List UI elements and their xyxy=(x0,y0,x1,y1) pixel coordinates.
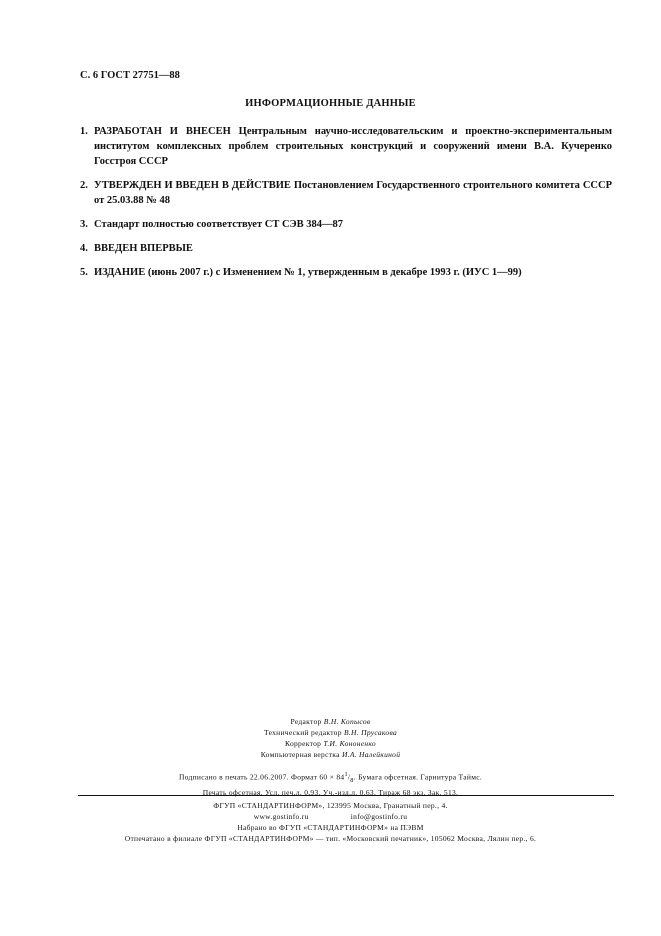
format-slash: / xyxy=(347,772,351,782)
item-text: Центральным научно-исследовательским и проектно-экспериментальным институтом комплексных проблем строительных конструкций и сооружений имени В.А. Кучеренко Госстроя СССР xyxy=(94,126,612,167)
printed-note: Отпечатано в филиале ФГУП «СТАНДАРТИНФОРМ» — тип. «Московский печатник», 105062 Москва, Лялин пер., 6. xyxy=(124,834,537,843)
page-header: С. 6 ГОСТ 27751—88 xyxy=(80,70,180,81)
corrector-name: Т.И. Кононенко xyxy=(323,739,376,748)
tech-editor-role: Технический редактор xyxy=(263,728,342,737)
info-item xyxy=(80,124,612,169)
editor-name: В.Н. Копысов xyxy=(323,717,371,726)
layout-name: И.А. Налейкиной xyxy=(341,750,401,759)
item-lead: ИЗДАНИЕ xyxy=(94,267,146,278)
section-title: ИНФОРМАЦИОННЫЕ ДАННЫЕ xyxy=(245,98,416,109)
print-info-paper: . Бумага офсетная. Гарнитура Таймс. xyxy=(353,772,483,782)
layout-line xyxy=(0,749,661,760)
tech-editor-line xyxy=(0,727,661,738)
corrector-line xyxy=(0,738,661,749)
publisher-website: www.gostinfo.ru xyxy=(253,812,309,821)
print-info-line-1 xyxy=(0,769,661,787)
item-number: 2. xyxy=(80,180,88,191)
print-info-format: Подписано в печать 22.06.2007. Формат 60 × 84 xyxy=(178,772,345,782)
format-superscript: 1 xyxy=(344,771,348,778)
format-subscript: 8 xyxy=(350,777,354,784)
item-number: 4. xyxy=(80,243,88,254)
print-info-line-2: Печать офсетная. Усл. печ.л. 0,93. Уч.-изд.л. 0,63. Тираж 68 экз. Зак. 513. xyxy=(202,788,459,797)
corrector-role: Корректор xyxy=(285,739,322,748)
typeset-note: Набрано во ФГУП «СТАНДАРТИНФОРМ» на ПЭВМ xyxy=(237,823,424,832)
info-item xyxy=(80,241,612,256)
item-text: Стандарт полностью соответствует СТ СЭВ 384—87 xyxy=(94,219,344,230)
info-item xyxy=(80,217,612,232)
item-number: 3. xyxy=(80,219,88,230)
publisher-contacts xyxy=(0,811,661,822)
item-lead: УТВЕРЖДЕН И ВВЕДЕН В ДЕЙСТВИЕ xyxy=(94,180,291,191)
publisher-info xyxy=(0,800,661,844)
imprint-credits xyxy=(0,716,661,760)
publisher-email: info@gostinfo.ru xyxy=(350,812,408,821)
publisher-address: ФГУП «СТАНДАРТИНФОРМ», 123995 Москва, Гранатный пер., 4. xyxy=(213,801,448,810)
tech-editor-name: В.Н. Прусакова xyxy=(343,728,398,737)
divider-rule xyxy=(78,795,614,796)
editor-line xyxy=(0,716,661,727)
info-list xyxy=(80,124,612,289)
item-text: Постановлением Государственного строительного комитета СССР от 25.03.88 № 48 xyxy=(94,180,612,206)
item-number: 1. xyxy=(80,126,88,137)
item-lead: РАЗРАБОТАН И ВНЕСЕН xyxy=(94,126,231,137)
layout-role: Компьютерная верстка xyxy=(260,750,340,759)
item-text: (июнь 2007 г.) с Изменением № 1, утвержденным в декабре 1993 г. (ИУС 1—99) xyxy=(147,267,522,278)
item-number: 5. xyxy=(80,267,88,278)
info-item xyxy=(80,178,612,208)
info-item xyxy=(80,265,612,280)
item-lead: ВВЕДЕН ВПЕРВЫЕ xyxy=(94,243,193,254)
editor-role: Редактор xyxy=(290,717,322,726)
